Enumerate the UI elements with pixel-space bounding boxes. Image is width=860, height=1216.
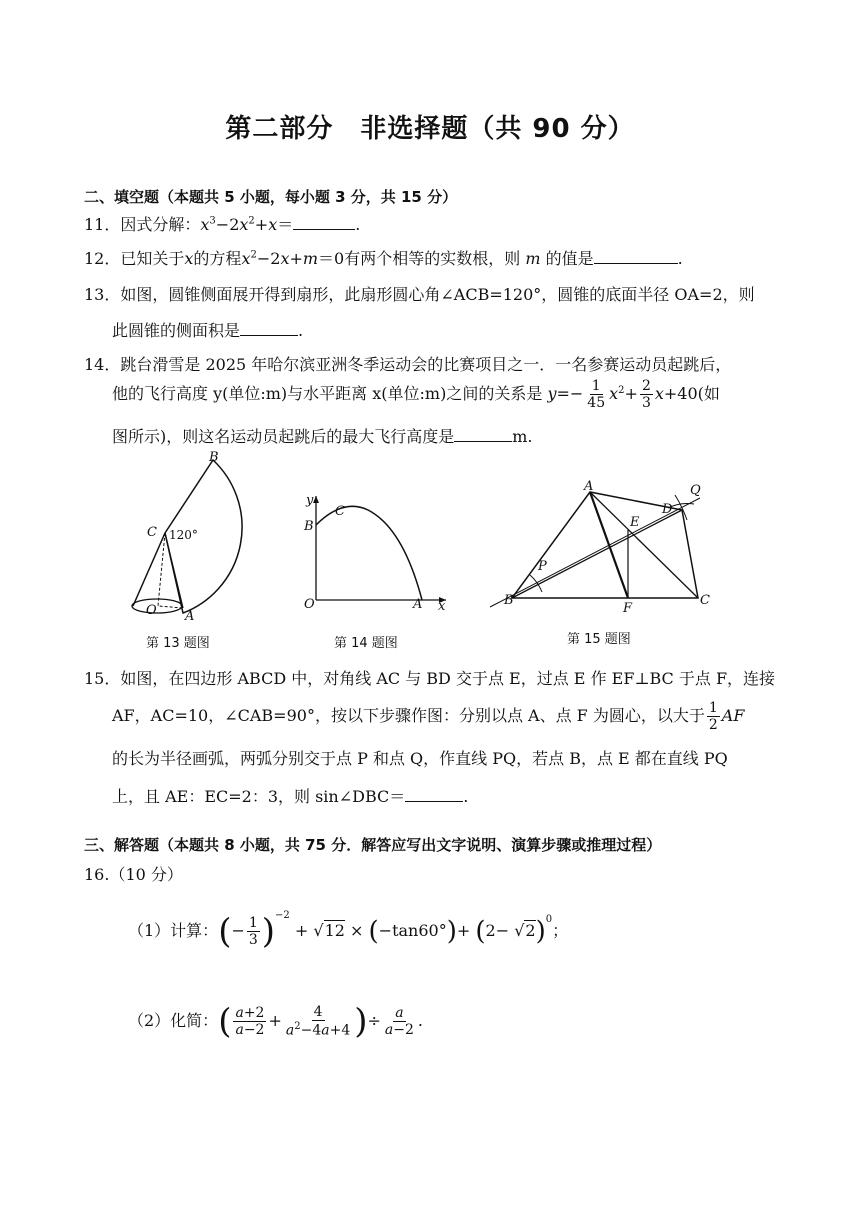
label-O: O bbox=[304, 597, 315, 612]
label-B: B bbox=[209, 450, 219, 465]
figure-15-caption: 第 15 题图 bbox=[567, 632, 631, 647]
answer-blank[interactable] bbox=[293, 215, 355, 230]
question-14: 14．跳台滑雪是 2025 年哈尔滨亚洲冬季运动会的比赛项目之一．一名参赛运动员起跳后， bbox=[84, 355, 732, 374]
figure-15-quadrilateral bbox=[490, 480, 720, 615]
label-C: C bbox=[335, 504, 345, 519]
answer-blank[interactable] bbox=[240, 321, 298, 336]
question-13-line2: 此圆锥的侧面积是 . bbox=[112, 321, 304, 340]
question-14-line3: 图所示)，则这名运动员起跳后的最大飞行高度是 m. bbox=[112, 427, 533, 446]
label-F: F bbox=[623, 601, 633, 615]
label-A: A bbox=[584, 480, 594, 494]
question-11: 11．因式分解：$x^3-2x^2+x=$ . bbox=[84, 215, 361, 234]
question-15-line2: AF，AC=10，∠CAB=90°，按以下步骤作图：分别以点 A、点 F 为圆心，以大于 $\frac{1}{2}$ AF bbox=[112, 700, 745, 734]
question-16: 16.（10 分） bbox=[84, 865, 183, 884]
answer-blank[interactable] bbox=[594, 249, 678, 264]
label-C: C bbox=[147, 525, 157, 540]
question-13: 13．如图，圆锥侧面展开得到扇形，此扇形圆心角∠ACB=120°，圆锥的底面半径 OA=2，则 bbox=[84, 285, 755, 304]
label-Q: Q bbox=[690, 483, 701, 498]
question-16-part-2: （2）化简：( $\frac{a+2}{a-2}$ + $\frac{4}{a^2-4a+4}$ )÷ $\frac{a}{a-2}$ . bbox=[128, 1001, 423, 1042]
label-A: A bbox=[185, 609, 195, 624]
answer-blank[interactable] bbox=[405, 787, 463, 802]
figure-14-caption: 第 14 题图 bbox=[334, 636, 398, 651]
figure-13-caption: 第 13 题图 bbox=[146, 636, 210, 651]
label-B: B bbox=[304, 519, 314, 534]
figure-14-parabola bbox=[298, 490, 458, 620]
page-title: 第二部分 非选择题（共 90 分） bbox=[225, 114, 635, 144]
label-E: E bbox=[630, 515, 640, 530]
label-y: y bbox=[306, 493, 314, 508]
figure-13-cone-sector bbox=[125, 448, 275, 628]
label-B: B bbox=[504, 593, 514, 608]
question-12: 12．已知关于x的方程$x^2-2x+m=0$有两个相等的实数根，则 m 的值是 . bbox=[84, 249, 683, 268]
question-15: 15．如图，在四边形 ABCD 中，对角线 AC 与 BD 交于点 E，过点 E 作 EF⊥BC 于点 F，连接 bbox=[84, 669, 776, 688]
section-three-heading: 三、解答题（本题共 8 小题，共 75 分．解答应写出文字说明、演算步骤或推理过程） bbox=[84, 836, 662, 854]
answer-blank[interactable] bbox=[454, 427, 512, 442]
question-number: 13． bbox=[84, 285, 121, 304]
question-number: 11． bbox=[84, 215, 121, 234]
question-15-line4: 上，且 AE：EC=2：3，则 sin∠DBC＝ . bbox=[112, 787, 469, 806]
label-O: O bbox=[146, 603, 157, 618]
question-15-line3: 的长为半径画弧，两弧分别交于点 P 和点 Q，作直线 PQ，若点 B，点 E 都在直线 PQ bbox=[112, 749, 728, 768]
section-two-heading: 二、填空题（本题共 5 小题，每小题 3 分，共 15 分） bbox=[84, 188, 458, 206]
label-P: P bbox=[538, 559, 547, 574]
question-number: 12． bbox=[84, 249, 121, 268]
label-angle: 120° bbox=[169, 528, 198, 542]
question-number: 15． bbox=[84, 669, 121, 688]
label-C: C bbox=[700, 593, 710, 608]
question-number: 14． bbox=[84, 355, 121, 374]
question-16-part-1: （1）计算：(− $\frac{1}{3}$ )$^{-2} + √12 \times (-\tan 60^\circ)+ (2- √2)^0$； bbox=[128, 910, 569, 952]
label-A: A bbox=[413, 597, 423, 612]
label-D: D bbox=[662, 502, 673, 517]
label-x: x bbox=[438, 599, 446, 614]
question-14-line2: 他的飞行高度 y(单位:m)与水平距离 x(单位:m)之间的关系是 y=− $\frac{1}{45}$ $x^2+$ $\frac{2}{3}$ x+40(如 bbox=[112, 378, 720, 412]
